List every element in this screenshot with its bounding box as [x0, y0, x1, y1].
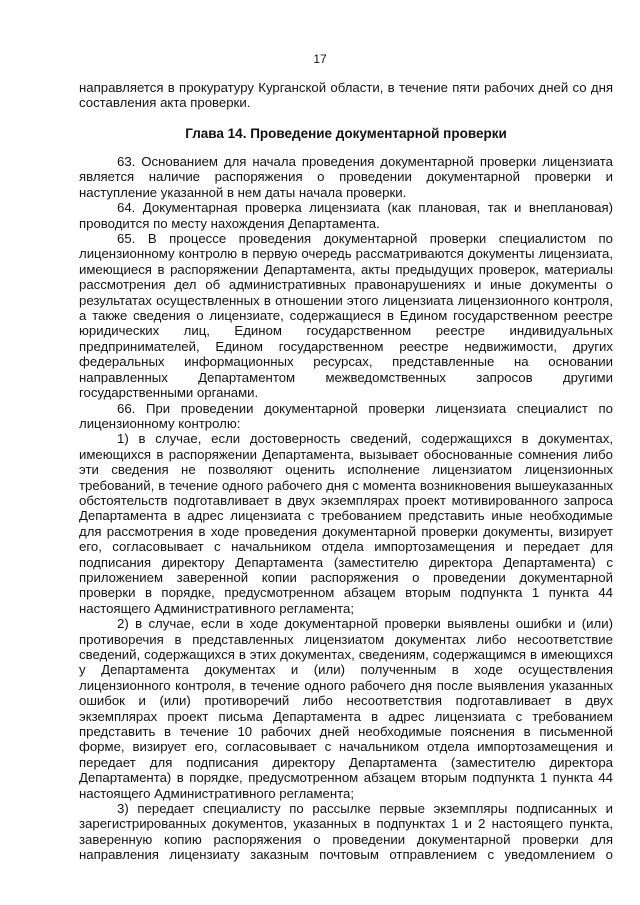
subparagraph-3: 3) передает специалисту по рассылке первые экземпляры подписанных и зарегистрированных документов, указанных в подпунктах 1 и 2 настоящего пункта, заверенную копию распоряжения о проведении документарной проверки для направления лицензиату заказным почтовым отправлением с уведомлением о: [79, 801, 613, 863]
chapter-body: [79, 154, 613, 863]
intro-paragraph: направляется в прокуратуру Курганской области, в течение пяти рабочих дней со дня составления акта проверки.: [79, 80, 613, 111]
subparagraph-1: 1) в случае, если достоверность сведений, содержащихся в документах, имеющихся в распоряжении Департамента, вызывает обоснованные сомнения либо эти сведения не позволяют оценить исполнение лицензиатом лицензионных требований, в течение одного рабочего дня с момента возникновения вышеуказанных обстоятельств подготавливает в двух экземплярах проект мотивированного запроса Департамента в адрес лицензиата с требованием представить иные необходимые для рассмотрения в ходе проведения документарной проверки документы, визирует его, согласовывает с начальником отдела импортозамещения и передает для подписания директору Департамента (заместителю директора Департамента) с приложением заверенной копии распоряжения о проведении документарной проверки в порядке, предусмотренном абзацем вторым подпункта 1 пункта 44 настоящего Административного регламента;: [79, 431, 613, 616]
subparagraph-2: 2) в случае, если в ходе документарной проверки выявлены ошибки и (или) противоречия в представленных лицензиатом документах либо несоответствие сведений, содержащихся в этих документах, сведениям, содержащимся в имеющихся у Департамента документах и (или) полученным в ходе осуществления лицензионного контроля, в течение одного рабочего дня после выявления указанных ошибок и (или) противоречий либо несоответствия подготавливает в двух экземплярах проект письма Департамента в адрес лицензиата с требованием представить в течение 10 рабочих дней необходимые пояснения в письменной форме, визирует его, согласовывает с начальником отдела импортозамещения и передает для подписания директору Департамента (заместителю директора Департамента) в порядке, предусмотренном абзацем вторым подпункта 1 пункта 44 настоящего Административного регламента;: [79, 616, 613, 801]
paragraph-65: 65. В процессе проведения документарной проверки специалистом по лицензионному контролю в первую очередь рассматриваются документы лицензиата, имеющиеся в распоряжении Департамента, акты предыдущих проверок, материалы рассмотрения дел об административных правонарушениях и иные документы о результатах осуществленных в отношении этого лицензиата лицензионного контроля, а также сведения о лицензиате, содержащиеся в Едином государственном реестре юридических лиц, Едином государственном реестре индивидуальных предпринимателей, Едином государственном реестре недвижимости, других федеральных информационных ресурсах, представленные на основании направленных Департаментом межведомственных запросов другими государственными органами.: [79, 231, 613, 401]
paragraph-66: 66. При проведении документарной проверки лицензиата специалист по лицензионному контролю:: [79, 400, 613, 431]
chapter-heading: Глава 14. Проведение документарной проверки: [185, 126, 507, 141]
paragraph-63: 63. Основанием для начала проведения документарной проверки лицензиата является наличие распоряжения о проведении документарной проверки и наступление указанной в нем даты начала проверки.: [79, 154, 613, 200]
intro-block: [79, 80, 613, 111]
paragraph-64: 64. Документарная проверка лицензиата (как плановая, так и внеплановая) проводится по месту нахождения Департамента.: [79, 200, 613, 231]
page-number: 17: [313, 52, 327, 66]
